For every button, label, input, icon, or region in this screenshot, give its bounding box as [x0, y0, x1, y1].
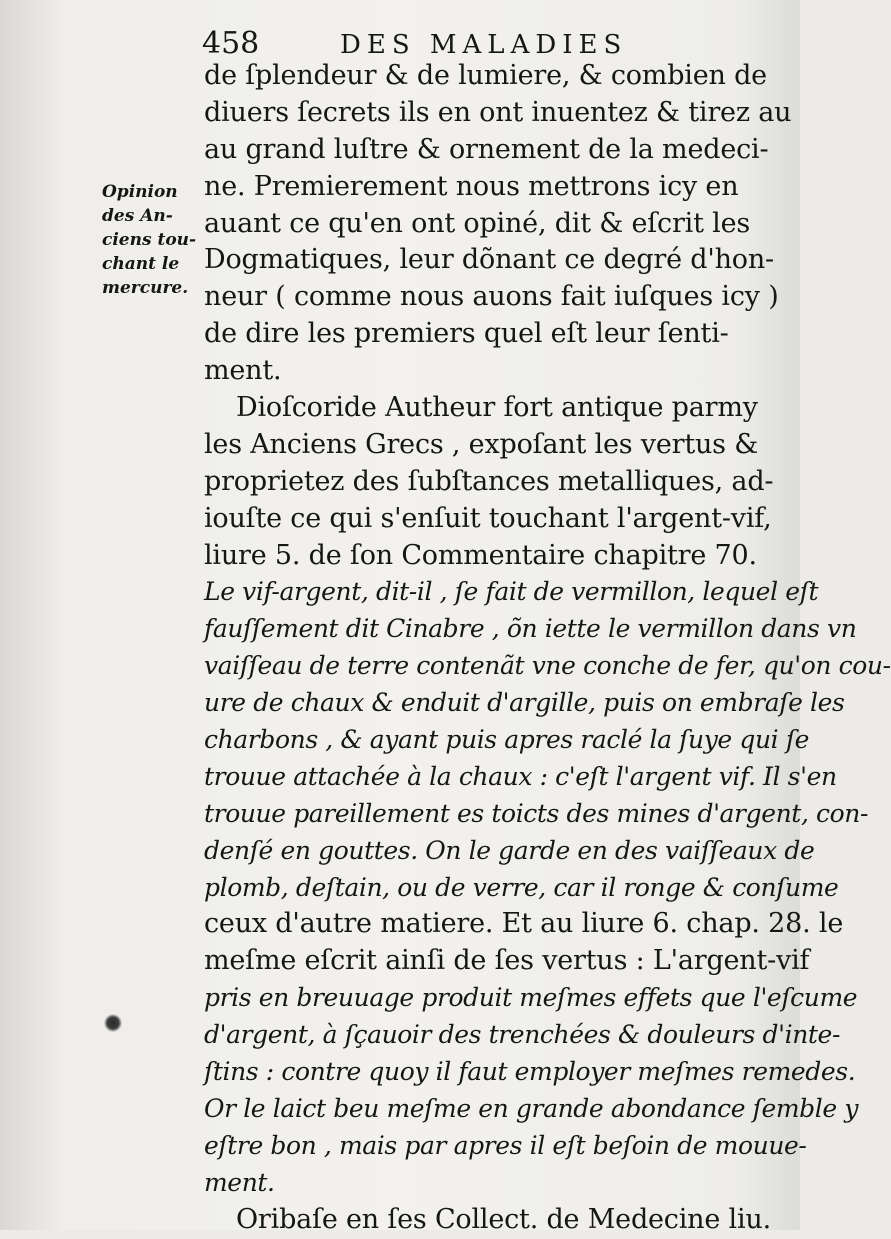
text-line: auant ce qu'en ont opiné, dit & eſcrit les [204, 207, 751, 239]
marginal-note-line: des An- [102, 206, 173, 226]
text-line: de dire les premiers quel eſt leur ſenti- [204, 318, 729, 350]
text-line: au grand luſtre & ornement de la medeci- [204, 133, 769, 165]
quote-line: trouue attachée à la chaux : c'eſt l'argent vif. Il s'en [204, 761, 837, 791]
text-line: Dogmatiques, leur dõnant ce degré d'hon- [204, 244, 774, 276]
quote-line: charbons , & ayant puis apres raclé la ſuye qui ſe [204, 725, 810, 755]
quote-line: ure de chaux & enduit d'argille, puis on embraſe les [204, 688, 845, 718]
text-line: ceux d'autre matiere. Et au liure 6. chap. 28. le [204, 908, 844, 940]
quote-line: trouue pareillement es toicts des mines d'argent, con- [204, 798, 869, 828]
marginal-note-line: Opinion [102, 182, 178, 202]
quote-line: pris en breuuage produit meſmes effets que l'eſcume [204, 983, 858, 1013]
text-line: meſme eſcrit ainſi de ſes vertus : L'argent-vif [204, 945, 810, 977]
body-text [204, 58, 891, 1239]
text-line: les Anciens Grecs , expoſant les vertus & [204, 428, 759, 460]
text-line: ne. Premierement nous mettrons icy en [204, 170, 739, 202]
paragraph-start-line: Dioſcoride Autheur fort antique parmy [236, 392, 758, 424]
marginal-note-line: ciens tou- [102, 230, 197, 250]
quote-line: Or le laict beu meſme en grande abondance ſemble y [204, 1093, 859, 1123]
quote-line: ſtins : contre quoy il faut employer meſmes remedes. [204, 1057, 856, 1087]
quote-line: vaiſſeau de terre contenãt vne conche de fer, qu'on cou- [204, 651, 891, 681]
page-number: 458 [202, 26, 260, 61]
quote-line: plomb, deſtain, ou de verre, car il ronge & conſume [204, 872, 839, 902]
text-line: neur ( comme nous auons fait iuſques icy ) [204, 281, 779, 313]
text-line: proprietez des ſubſtances metalliques, ad- [204, 465, 774, 497]
text-line: iouſte ce qui s'enſuit touchant l'argent-vif, [204, 502, 772, 534]
ink-blot [104, 1014, 122, 1032]
paragraph-start-line: Oribaſe en ſes Collect. de Medecine liu. [236, 1203, 771, 1235]
quote-line: fauſſement dit Cinabre , õn iette le vermillon dans vn [204, 614, 857, 644]
quote-line: ment. [204, 1167, 275, 1197]
text-line: liure 5. de ſon Commentaire chapitre 70. [204, 539, 757, 571]
quote-line: eſtre bon , mais par apres il eſt beſoin de mouue- [204, 1130, 807, 1160]
quote-line: Le vif-argent, dit-il , ſe fait de vermillon, lequel eſt [204, 577, 819, 607]
running-head: DES MALADIES [340, 30, 628, 60]
text-line: de ſplendeur & de lumiere, & combien de [204, 60, 767, 91]
marginal-note-line: chant le [102, 254, 180, 274]
marginal-note [102, 180, 197, 300]
text-line: ment. [204, 355, 282, 387]
quote-line: d'argent, à ſçauoir des trenchées & douleurs d'inte- [204, 1020, 840, 1050]
marginal-note-line: mercure. [102, 278, 189, 298]
quote-line: denſé en gouttes. On le garde en des vaiſſeaux de [204, 835, 815, 865]
text-line: diuers ſecrets ils en ont inuentez & tirez au [204, 96, 792, 128]
